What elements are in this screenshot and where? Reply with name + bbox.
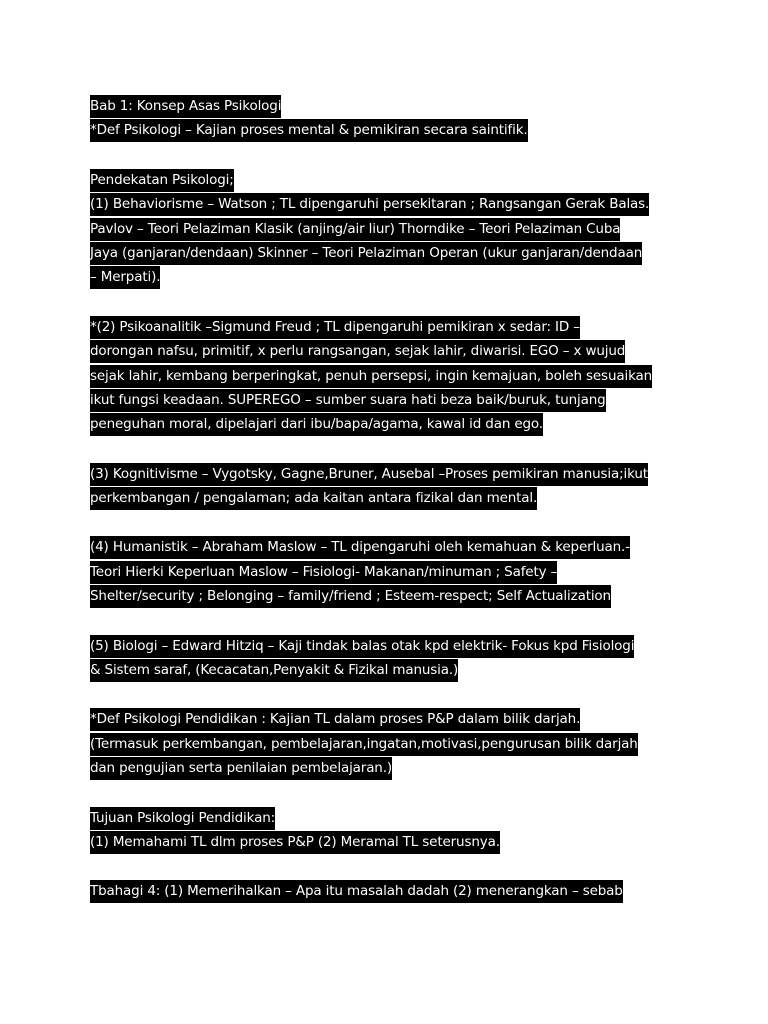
highlighted-text: (5) Biologi – Edward Hitziq – Kaji tindak balas otak kpd elektrik- Fokus kpd Fisiologi [90,635,634,658]
paragraph-behaviorisme [90,167,690,289]
highlighted-text: Tujuan Psikologi Pendidikan: [90,807,275,830]
text-line [90,338,690,362]
text-line [90,240,690,264]
text-line [90,706,690,730]
text-line [90,387,690,411]
paragraph-kognitivisme [90,461,690,510]
highlighted-text: & Sistem saraf, (Kecacatan,Penyakit & Fizikal manusia.) [90,659,458,682]
text-line [90,878,690,902]
text-line [90,755,690,779]
text-line [90,411,690,435]
text-line [90,117,690,141]
text-line [90,216,690,240]
highlighted-text: Pavlov – Teori Pelaziman Klasik (anjing/air liur) Thorndike – Teori Pelaziman Cuba [90,218,620,241]
highlighted-text: perkembangan / pengalaman; ada kaitan antara fizikal dan mental. [90,487,537,510]
highlighted-text: *Def Psikologi – Kajian proses mental & pemikiran secara saintifik. [90,119,528,142]
text-line [90,191,690,215]
paragraph-biologi [90,633,690,682]
highlighted-text: (Termasuk perkembangan, pembelajaran,ingatan,motivasi,pengurusan bilik darjah [90,733,638,756]
highlighted-text: ikut fungsi keadaan. SUPEREGO – sumber suara hati beza baik/buruk, tunjang [90,389,606,412]
text-line [90,363,690,387]
paragraph-intro [90,93,690,142]
highlighted-text: *(2) Psikoanalitik –Sigmund Freud ; TL dipengaruhi pemikiran x sedar: ID – [90,316,580,339]
highlighted-text: Bab 1: Konsep Asas Psikologi [90,95,281,118]
highlighted-text: sejak lahir, kembang berperingkat, penuh persepsi, ingin kemajuan, boleh sesuaikan [90,365,652,388]
highlighted-text: Shelter/security ; Belonging – family/friend ; Esteem-respect; Self Actualization [90,585,611,608]
text-line [90,461,690,485]
text-line [90,485,690,509]
highlighted-text: Jaya (ganjaran/dendaan) Skinner – Teori Pelaziman Operan (ukur ganjaran/dendaan [90,242,642,265]
highlighted-text: (1) Behaviorisme – Watson ; TL dipengaruhi persekitaran ; Rangsangan Gerak Balas. [90,193,649,216]
text-line [90,93,690,117]
highlighted-text: dorongan nafsu, primitif, x perlu rangsangan, sejak lahir, diwarisi. EGO – x wujud [90,340,625,363]
paragraph-tbahagi [90,878,690,902]
highlighted-text: dan pengujian serta penilaian pembelajaran.) [90,757,392,780]
highlighted-text: (1) Memahami TL dlm proses P&P (2) Meramal TL seterusnya. [90,831,500,854]
text-line [90,657,690,681]
text-line [90,633,690,657]
text-line [90,167,690,191]
highlighted-text: *Def Psikologi Pendidikan : Kajian TL dalam proses P&P dalam bilik darjah. [90,708,580,731]
text-line [90,583,690,607]
document-page [90,93,690,928]
text-line [90,805,690,829]
paragraph-def-psikologi-pendidikan [90,706,690,779]
paragraph-psikoanalitik [90,314,690,436]
text-line [90,264,690,288]
text-line [90,829,690,853]
paragraph-tujuan [90,805,690,854]
highlighted-text: (4) Humanistik – Abraham Maslow – TL dipengaruhi oleh kemahuan & keperluan.- [90,536,630,559]
highlighted-text: peneguhan moral, dipelajari dari ibu/bapa/agama, kawal id dan ego. [90,413,543,436]
text-line [90,314,690,338]
highlighted-text: Tbahagi 4: (1) Memerihalkan – Apa itu masalah dadah (2) menerangkan – sebab [90,880,623,903]
paragraph-humanistik [90,534,690,607]
highlighted-text: (3) Kognitivisme – Vygotsky, Gagne,Bruner, Ausebal –Proses pemikiran manusia;ikut [90,463,648,486]
text-line [90,534,690,558]
highlighted-text: Teori Hierki Keperluan Maslow – Fisiologi- Makanan/minuman ; Safety – [90,561,557,584]
highlighted-text: Pendekatan Psikologi; [90,169,234,192]
text-line [90,559,690,583]
highlighted-text: – Merpati). [90,266,160,289]
text-line [90,731,690,755]
